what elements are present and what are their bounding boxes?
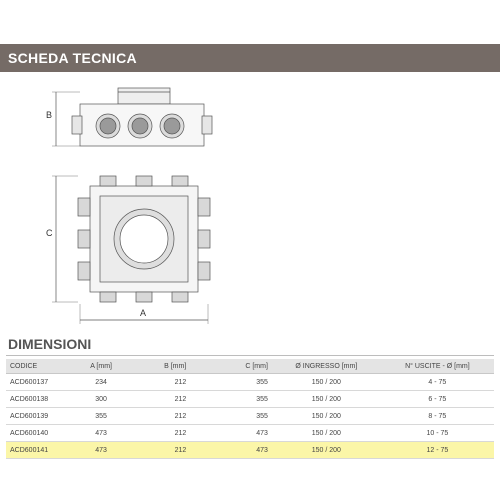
- top-view-outlet-left-3: [78, 262, 90, 280]
- cell-a: 300: [78, 391, 124, 408]
- top-view-outlet-bottom-1: [100, 292, 116, 302]
- cell-codice: ACD600139: [6, 408, 78, 425]
- cell-ingresso: 150 / 200: [272, 374, 381, 391]
- table-row-highlighted: [6, 442, 494, 459]
- top-view-outlet-right-3: [198, 262, 210, 280]
- cell-uscite: 12 - 75: [381, 442, 494, 459]
- top-view-outlet-bottom-2: [136, 292, 152, 302]
- cell-b: 212: [124, 425, 224, 442]
- top-view-inlet-inner: [120, 215, 168, 263]
- cell-a: 473: [78, 425, 124, 442]
- cell-c: 355: [224, 374, 272, 391]
- dimension-label-c: C: [46, 228, 53, 238]
- column-header: B [mm]: [124, 359, 224, 374]
- cell-a: 355: [78, 408, 124, 425]
- top-view-outlet-top-1: [100, 176, 116, 186]
- cell-codice: ACD600140: [6, 425, 78, 442]
- cell-uscite: 4 - 75: [381, 374, 494, 391]
- table-row: [6, 408, 494, 425]
- cell-c: 355: [224, 391, 272, 408]
- dimensions-table: [6, 359, 494, 459]
- column-header: C [mm]: [224, 359, 272, 374]
- side-view-flange-left: [72, 116, 82, 134]
- top-view-outlet-right-2: [198, 230, 210, 248]
- cell-a: 473: [78, 442, 124, 459]
- table-row: [6, 374, 494, 391]
- cell-codice: ACD600138: [6, 391, 78, 408]
- cell-b: 212: [124, 442, 224, 459]
- column-header: CODICE: [6, 359, 78, 374]
- top-view-outlet-top-3: [172, 176, 188, 186]
- column-header: N° USCITE - Ø [mm]: [381, 359, 494, 374]
- technical-drawing-svg: [0, 76, 500, 328]
- table-row: [6, 425, 494, 442]
- top-view-outlet-left-1: [78, 198, 90, 216]
- cell-c: 473: [224, 425, 272, 442]
- dimensions-divider: [6, 355, 494, 356]
- cell-ingresso: 150 / 200: [272, 442, 381, 459]
- top-view: [52, 176, 210, 324]
- column-header: A [mm]: [78, 359, 124, 374]
- cell-b: 212: [124, 391, 224, 408]
- cell-uscite: 8 - 75: [381, 408, 494, 425]
- top-view-outlet-top-2: [136, 176, 152, 186]
- side-view-outlet-3: [160, 114, 184, 138]
- cell-a: 234: [78, 374, 124, 391]
- side-view-flange-right: [202, 116, 212, 134]
- section-header-title: SCHEDA TECNICA: [8, 50, 137, 66]
- side-view-outlet-2: [128, 114, 152, 138]
- top-view-outlet-left-2: [78, 230, 90, 248]
- dimension-label-a: A: [140, 308, 147, 318]
- cell-codice: ACD600141: [6, 442, 78, 459]
- cell-ingresso: 150 / 200: [272, 408, 381, 425]
- section-header: [0, 44, 500, 72]
- cell-uscite: 10 - 75: [381, 425, 494, 442]
- cell-b: 212: [124, 374, 224, 391]
- side-view-spigot: [118, 88, 170, 104]
- cell-b: 212: [124, 408, 224, 425]
- cell-ingresso: 150 / 200: [272, 391, 381, 408]
- top-view-outlet-right-1: [198, 198, 210, 216]
- dimension-label-b: B: [46, 110, 53, 120]
- cell-codice: ACD600137: [6, 374, 78, 391]
- side-view-outlet-1: [96, 114, 120, 138]
- cell-c: 355: [224, 408, 272, 425]
- column-header: Ø INGRESSO [mm]: [272, 359, 381, 374]
- table-row: [6, 391, 494, 408]
- dimensions-title: DIMENSIONI: [8, 336, 92, 352]
- table-header-row: [6, 359, 494, 374]
- cell-ingresso: 150 / 200: [272, 425, 381, 442]
- cell-c: 473: [224, 442, 272, 459]
- top-view-outlet-bottom-3: [172, 292, 188, 302]
- technical-drawing: [0, 76, 500, 328]
- cell-uscite: 6 - 75: [381, 391, 494, 408]
- side-view: [52, 88, 212, 146]
